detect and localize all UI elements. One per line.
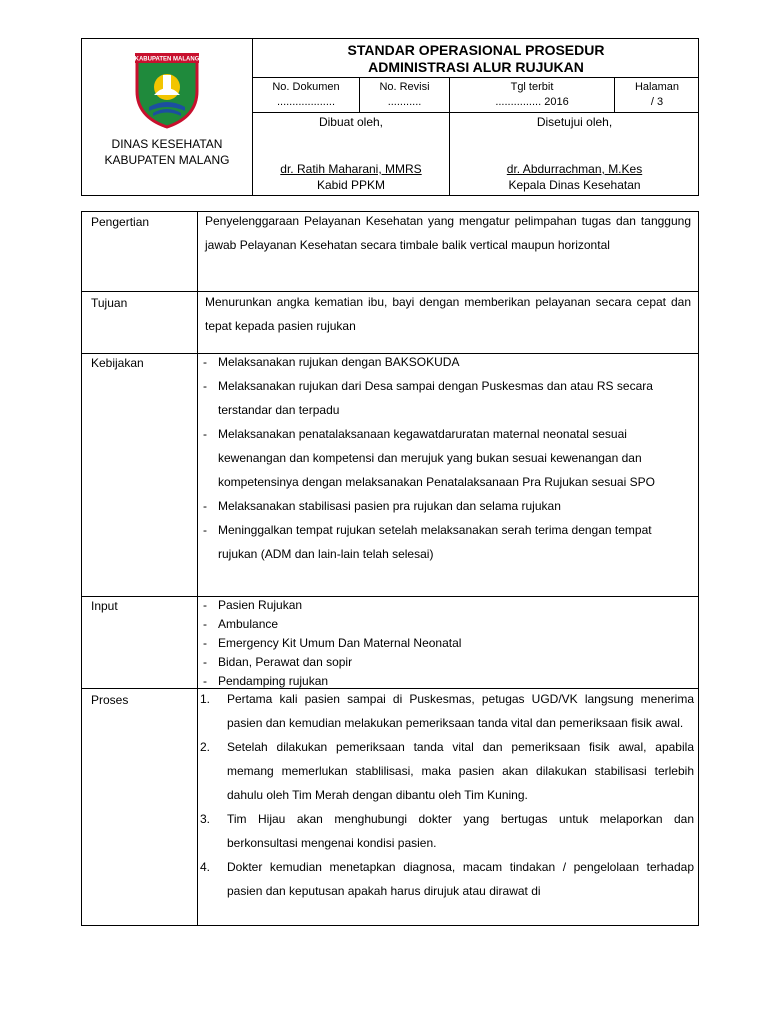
list-item bbox=[200, 807, 694, 855]
document-subtitle: ADMINISTRASI ALUR RUJUKAN bbox=[368, 59, 584, 75]
step-number: 4. bbox=[200, 860, 211, 874]
section-label-pengertian: Pengertian bbox=[91, 215, 150, 229]
doc-number-value: ................... bbox=[276, 96, 336, 108]
step-number: 1. bbox=[200, 692, 211, 706]
header-divider bbox=[253, 112, 698, 113]
document-title: STANDAR OPERASIONAL PROSEDUR bbox=[347, 42, 605, 58]
list-item: - Bidan, Perawat dan sopir bbox=[203, 653, 693, 672]
approved-by-label: Disetujui oleh, bbox=[536, 115, 613, 129]
list-item: - Melaksanakan rujukan dengan BAKSOKUDA bbox=[203, 350, 693, 374]
section-label-proses: Proses bbox=[91, 693, 129, 707]
issue-date-value: ............... 2016 bbox=[495, 96, 569, 108]
section-text-tujuan: Menurunkan angka kematian ibu, bayi dengan memberikan pelayanan secara cepat dan tepat kepada pasien rujukan bbox=[205, 295, 691, 333]
organization-name-line1: DINAS KESEHATAN bbox=[111, 137, 223, 151]
step-text: Tim Hijau akan menghubungi dokter yang bertugas untuk melaporkan dan berkonsultasi mengenai kondisi pasien. bbox=[227, 812, 694, 850]
step-text: Setelah dilakukan pemeriksaan tanda vital dan pemeriksaan fisik awal, apabila memang memerlukan stablilisasi, maka pasien akan dilakukan stabilisasi terlebih dahulu oleh Tim Merah dengan dibantu oleh Tim Kuning. bbox=[227, 740, 694, 802]
revision-value: ........... bbox=[387, 96, 422, 108]
doc-number-label: No. Dokumen bbox=[272, 81, 340, 93]
approved-by-name: dr. Abdurrachman, M.Kes bbox=[506, 162, 643, 176]
list-item: - Pasien Rujukan bbox=[203, 596, 693, 615]
approved-by-role: Kepala Dinas Kesehatan bbox=[508, 178, 641, 192]
list-item: - Meninggalkan tempat rujukan setelah melaksanakan serah terima dengan tempat rujukan (ADM dan lain-lain telah selesai) bbox=[203, 518, 693, 566]
step-text: Dokter kemudian menetapkan diagnosa, macam tindakan / pengelolaan terhadap pasien dan keputusan apakah harus dirujuk atau dirawat di bbox=[227, 860, 694, 898]
list-item bbox=[200, 687, 694, 735]
sop-content-table bbox=[81, 211, 699, 926]
section-label-kebijakan: Kebijakan bbox=[91, 356, 144, 370]
column-divider bbox=[197, 212, 198, 925]
revision-label: No. Revisi bbox=[379, 81, 430, 93]
step-number: 3. bbox=[200, 812, 211, 826]
step-text: Pertama kali pasien sampai di Puskesmas, petugas UGD/VK langsung menerima pasien dan kemudian melakukan pemeriksaan tanda vital dan pemeriksaan fisik awal. bbox=[227, 692, 694, 730]
list-item: - Melaksanakan stabilisasi pasien pra rujukan dan selama rujukan bbox=[203, 494, 693, 518]
sop-header-table bbox=[81, 38, 699, 196]
header-divider bbox=[253, 77, 698, 78]
list-item: - Emergency Kit Umum Dan Maternal Neonatal bbox=[203, 634, 693, 653]
page-value: / 3 bbox=[650, 96, 664, 108]
list-item bbox=[200, 735, 694, 807]
kabupaten-malang-logo bbox=[127, 51, 207, 126]
input-list bbox=[203, 596, 693, 691]
svg-text:KABUPATEN MALANG: KABUPATEN MALANG bbox=[134, 56, 200, 63]
list-item: - Ambulance bbox=[203, 615, 693, 634]
list-item bbox=[200, 855, 694, 903]
made-by-role: Kabid PPKM bbox=[316, 178, 386, 192]
list-item: - Melaksanakan rujukan dari Desa sampai dengan Puskesmas dan atau RS secara terstandar dan terpadu bbox=[203, 374, 693, 422]
section-text-pengertian: Penyelenggaraan Pelayanan Kesehatan yang mengatur pelimpahan tugas dan tanggung jawab Pelayanan Kesehatan secara timbale balik vertical maupun horizontal bbox=[205, 214, 691, 252]
made-by-name: dr. Ratih Maharani, MMRS bbox=[280, 162, 422, 176]
section-label-tujuan: Tujuan bbox=[91, 296, 128, 310]
list-item: - Pendamping rujukan bbox=[203, 672, 693, 691]
page-label: Halaman bbox=[634, 81, 680, 93]
section-label-input: Input bbox=[91, 599, 118, 613]
issue-date-label: Tgl terbit bbox=[510, 81, 554, 93]
proses-list bbox=[200, 687, 694, 903]
list-item: - Melaksanakan penatalaksanaan kegawatdaruratan maternal neonatal sesuai kewenangan dan kompetensi dan merujuk yang bukan sesuai kewenangan dan kompetensinya dengan melaksanakan Penatalaksanaan Pra Rujukan sesuai SPO bbox=[203, 422, 693, 494]
kebijakan-list bbox=[203, 350, 693, 566]
made-by-label: Dibuat oleh, bbox=[318, 115, 384, 129]
step-number: 2. bbox=[200, 740, 211, 754]
organization-name-line2: KABUPATEN MALANG bbox=[104, 153, 230, 167]
